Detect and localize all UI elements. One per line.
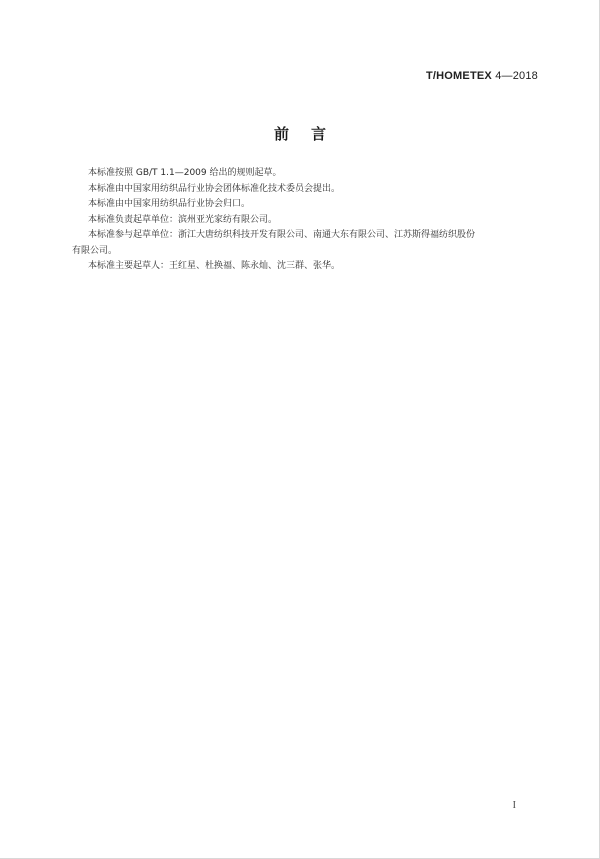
paragraph-lead-drafter: 本标准负责起草单位：滨州亚光家纺有限公司。 <box>88 214 278 225</box>
paragraph-main-drafters: 本标准主要起草人：王红星、杜换福、陈永灿、沈三群、张华。 <box>88 261 341 271</box>
paragraph-administered-by: 本标准由中国家用纺织品行业协会归口。 <box>88 199 251 209</box>
paragraph-drafting-rules: 本标准按照 GB/T 1.1—2009 给出的规则起草。 <box>88 168 282 178</box>
section-title: 前言 <box>273 125 348 143</box>
standard-number: 4—2018 <box>495 70 538 82</box>
paragraph-proposed-by: 本标准由中国家用纺织品行业协会团体标准化技术委员会提出。 <box>88 183 341 194</box>
document-code <box>426 70 538 82</box>
paragraph-participating-drafters-continued: 有限公司。 <box>72 245 118 256</box>
page-number: I <box>512 800 516 811</box>
paragraph-participating-drafters: 本标准参与起草单位：浙江大唐纺织科技开发有限公司、南通大东有限公司、江苏斯得福纺织股份 <box>88 230 476 240</box>
standard-code: T/HOMETEX <box>425 70 492 82</box>
foreword-body <box>72 166 538 275</box>
